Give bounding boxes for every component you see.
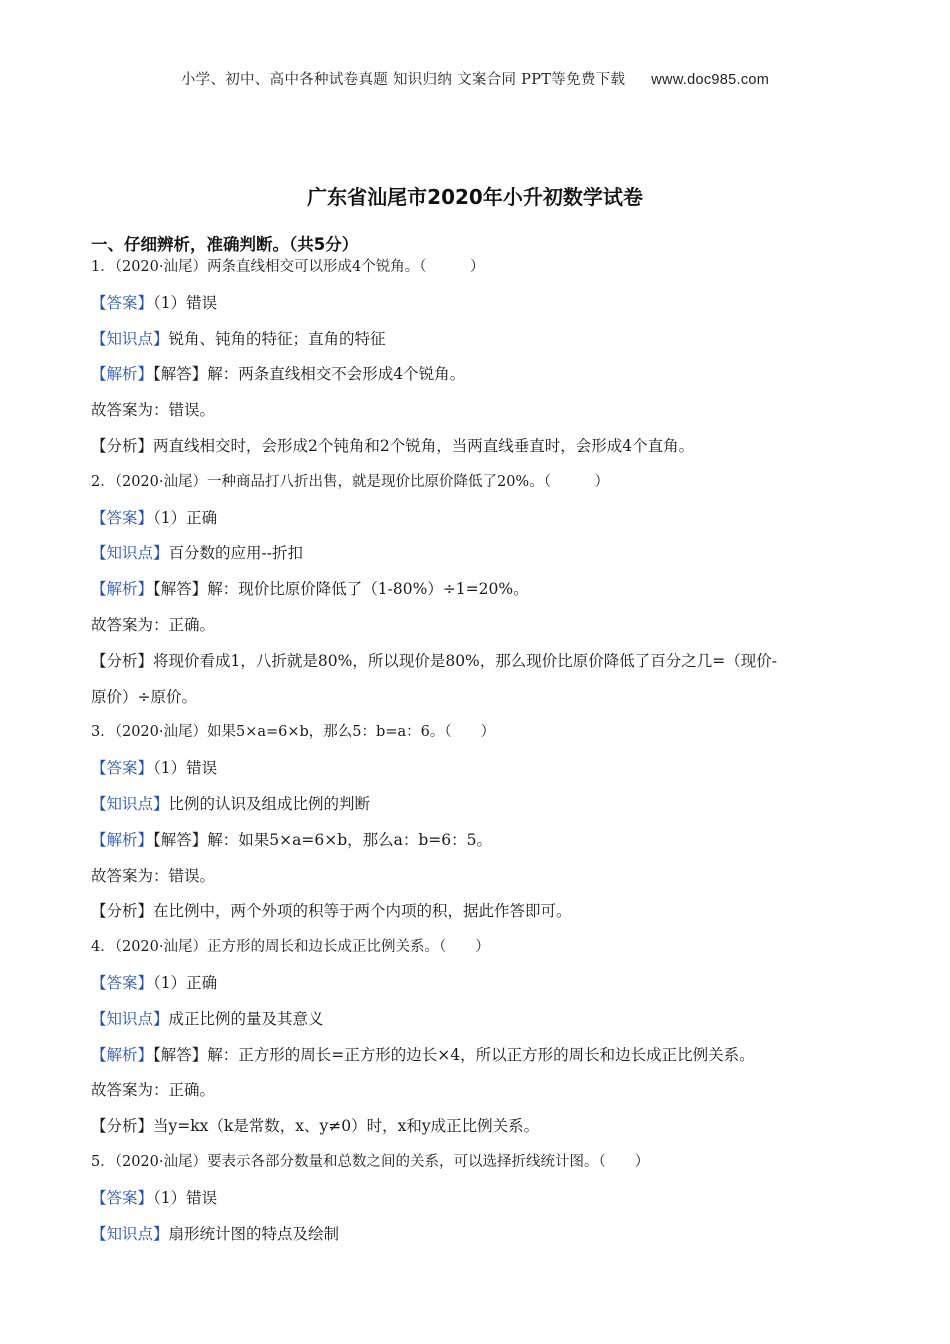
answer-line xyxy=(91,974,881,1010)
page-title: 广东省汕尾市2020年小升初数学试卷 xyxy=(307,185,643,209)
analysis-tag: 【解析】 xyxy=(91,1045,154,1064)
knowledge-line xyxy=(91,1010,881,1046)
answer-tag: 【答案】 xyxy=(91,508,154,527)
knowledge-text: 百分数的应用--折扣 xyxy=(168,544,303,563)
analysis-line xyxy=(91,365,881,401)
analysis-line xyxy=(91,580,881,616)
fenxi-text: 将现价看成1，八折就是80%，所以现价是80%，那么现价比原价降低了百分之几=（现价- xyxy=(153,651,778,670)
knowledge-line xyxy=(91,330,881,366)
analysis-text: 【解答】解：现价比原价降低了（1-80%）÷1=20%。 xyxy=(153,580,529,599)
knowledge-tag: 【知识点】 xyxy=(91,329,169,348)
conclusion-line: 故答案为：错误。 xyxy=(91,401,216,420)
knowledge-tag: 【知识点】 xyxy=(91,1009,169,1028)
knowledge-text: 成正比例的量及其意义 xyxy=(168,1009,324,1028)
question-stem: 3．（2020·汕尾）如果5×a=6×b，那么5：b=a：6。（ ） xyxy=(91,724,496,741)
fenxi-line xyxy=(91,902,881,938)
fenxi-line xyxy=(91,437,881,473)
header-text: 小学、初中、高中各种试卷真题 知识归纳 文案合同 PPT等免费下载 xyxy=(180,72,626,88)
analysis-text: 【解答】解：如果5×a=6×b，那么a：b=6：5。 xyxy=(153,830,492,849)
fenxi-tag: 【分析】 xyxy=(91,436,154,455)
site-header xyxy=(0,68,950,89)
knowledge-tag: 【知识点】 xyxy=(91,544,169,563)
conclusion-line: 故答案为：正确。 xyxy=(91,1081,216,1100)
fenxi-tag: 【分析】 xyxy=(91,651,154,670)
answer-text: （1）错误 xyxy=(153,293,218,312)
knowledge-line xyxy=(91,795,881,831)
analysis-tag: 【解析】 xyxy=(91,580,154,599)
knowledge-tag: 【知识点】 xyxy=(91,1224,169,1243)
answer-text: （1）错误 xyxy=(153,1188,218,1207)
fenxi-line xyxy=(91,652,881,688)
questions-content xyxy=(91,258,881,1260)
conclusion-line: 故答案为：正确。 xyxy=(91,615,216,634)
question-stem: 5．（2020·汕尾）要表示各部分数量和总数之间的关系，可以选择折线统计图。（ ） xyxy=(91,1153,650,1170)
fenxi-tag: 【分析】 xyxy=(91,902,154,921)
fenxi-line xyxy=(91,1117,881,1153)
analysis-line xyxy=(91,831,881,867)
question-stem: 2．（2020·汕尾）一种商品打八折出售，就是现价比原价降低了20%。（ ） xyxy=(91,473,609,490)
conclusion-line: 故答案为：错误。 xyxy=(91,866,216,885)
answer-tag: 【答案】 xyxy=(91,973,154,992)
fenxi-continued-line: 原价）÷原价。 xyxy=(91,687,197,706)
fenxi-text: 两直线相交时，会形成2个钝角和2个锐角，当两直线垂直时，会形成4个直角。 xyxy=(153,436,695,455)
answer-text: （1）正确 xyxy=(153,508,218,527)
analysis-tag: 【解析】 xyxy=(91,830,154,849)
header-url[interactable]: www.doc985.com xyxy=(651,72,770,88)
knowledge-line xyxy=(91,544,881,580)
analysis-text: 【解答】解：正方形的周长=正方形的边长×4，所以正方形的周长和边长成正比例关系。 xyxy=(153,1045,755,1064)
answer-tag: 【答案】 xyxy=(91,1188,154,1207)
fenxi-text: 当y=kx（k是常数，x、y≠0）时，x和y成正比例关系。 xyxy=(153,1117,540,1136)
analysis-text: 【解答】解：两条直线相交不会形成4个锐角。 xyxy=(153,365,466,384)
answer-line xyxy=(91,1189,881,1225)
answer-line xyxy=(91,509,881,545)
fenxi-text: 在比例中，两个外项的积等于两个内项的积，据此作答即可。 xyxy=(153,902,572,921)
fenxi-tag: 【分析】 xyxy=(91,1117,154,1136)
answer-line xyxy=(91,294,881,330)
knowledge-tag: 【知识点】 xyxy=(91,794,169,813)
question-stem: 1．（2020·汕尾）两条直线相交可以形成4个锐角。（ ） xyxy=(91,259,485,275)
answer-text: （1）正确 xyxy=(153,973,218,992)
knowledge-text: 扇形统计图的特点及绘制 xyxy=(168,1224,340,1243)
analysis-line xyxy=(91,1046,881,1082)
knowledge-line xyxy=(91,1225,881,1261)
answer-text: （1）错误 xyxy=(153,759,218,778)
knowledge-text: 锐角、钝角的特征；直角的特征 xyxy=(168,329,386,348)
analysis-tag: 【解析】 xyxy=(91,365,154,384)
knowledge-text: 比例的认识及组成比例的判断 xyxy=(168,794,371,813)
answer-line xyxy=(91,759,881,795)
answer-tag: 【答案】 xyxy=(91,293,154,312)
answer-tag: 【答案】 xyxy=(91,759,154,778)
question-stem: 4．（2020·汕尾）正方形的周长和边长成正比例关系。（ ） xyxy=(91,939,490,956)
section-heading: 一、仔细辨析，准确判断。（共5分） xyxy=(91,235,359,254)
